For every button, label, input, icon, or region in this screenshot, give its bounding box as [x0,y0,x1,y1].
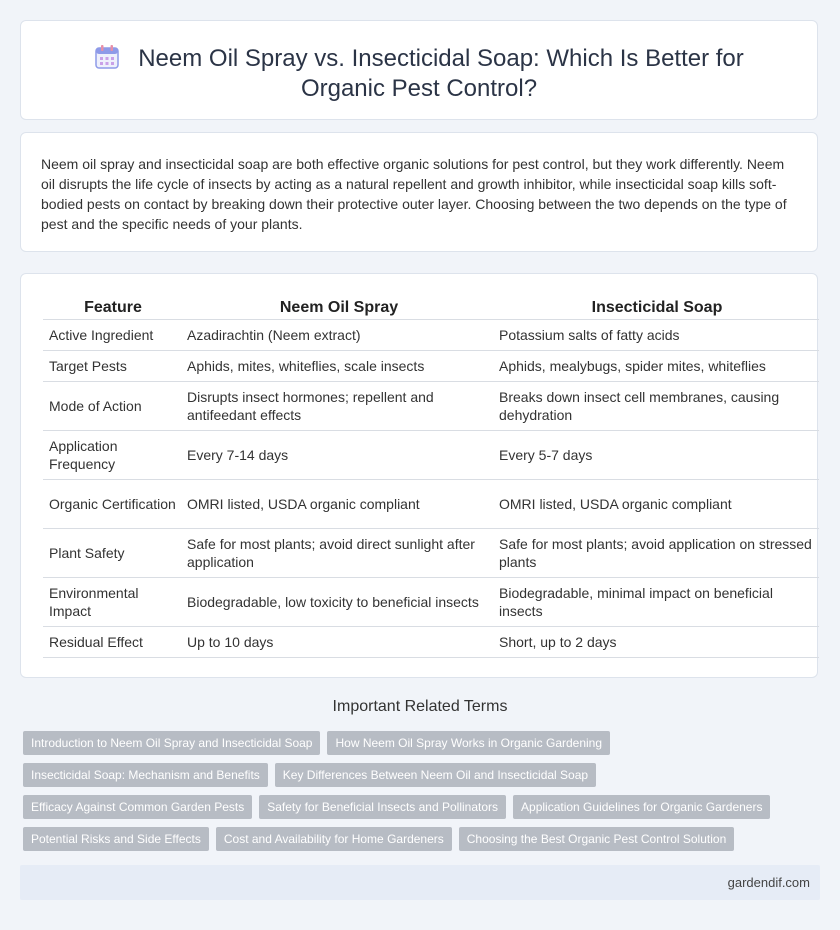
neem-cell: Aphids, mites, whiteflies, scale insects [183,351,495,382]
related-term-tag[interactable]: Safety for Beneficial Insects and Pollinators [259,795,506,819]
title-card [20,20,818,120]
neem-cell: Biodegradable, low toxicity to beneficial insects [183,578,495,627]
related-term-tag[interactable]: Key Differences Between Neem Oil and Insecticidal Soap [275,763,596,787]
table-row [43,480,819,529]
intro-card [20,132,818,252]
table-header-row [43,296,819,320]
soap-cell: Aphids, mealybugs, spider mites, whiteflies [495,351,819,382]
comparison-table [43,296,819,658]
header-feature: Feature [43,296,183,320]
feature-cell: Application Frequency [43,431,183,480]
table-row [43,529,819,578]
neem-cell: Azadirachtin (Neem extract) [183,320,495,351]
related-term-tag[interactable]: Insecticidal Soap: Mechanism and Benefits [23,763,268,787]
header-neem: Neem Oil Spray [183,296,495,320]
feature-cell: Mode of Action [43,382,183,431]
feature-cell: Organic Certification [43,480,183,529]
feature-cell: Residual Effect [43,627,183,658]
table-row [43,431,819,480]
table-row [43,578,819,627]
related-term-tag[interactable]: Cost and Availability for Home Gardeners [216,827,452,851]
header-soap: Insecticidal Soap [495,296,819,320]
comparison-card [20,273,818,678]
related-term-tag[interactable]: How Neem Oil Spray Works in Organic Gardening [327,731,610,755]
neem-cell: Safe for most plants; avoid direct sunlight after application [183,529,495,578]
feature-cell: Plant Safety [43,529,183,578]
related-term-tag[interactable]: Choosing the Best Organic Pest Control Solution [459,827,734,851]
related-term-tag[interactable]: Efficacy Against Common Garden Pests [23,795,252,819]
neem-cell: OMRI listed, USDA organic compliant [183,480,495,529]
neem-cell: Every 7-14 days [183,431,495,480]
table-row [43,351,819,382]
page-title: Neem Oil Spray vs. Insecticidal Soap: Which Is Better for Organic Pest Control? [138,45,744,102]
feature-cell: Active Ingredient [43,320,183,351]
feature-cell: Target Pests [43,351,183,382]
related-term-tag[interactable]: Potential Risks and Side Effects [23,827,209,851]
related-terms-heading: Important Related Terms [332,698,508,715]
table-row [43,627,819,658]
intro-paragraph: Neem oil spray and insecticidal soap are both effective organic solutions for pest control, but they work differently. Neem oil disrupts the life cycle of insects by acting as a natural repellent and growth inhibitor, while insecticidal soap kills soft-bodied pests on contact by breaking down their protective outer layer. Choosing between the two depends on the type of pest and the specific needs of your plants. [41,156,787,232]
footer-site-link[interactable]: gardendif.com [727,875,810,890]
related-term-tag[interactable]: Introduction to Neem Oil Spray and Insecticidal Soap [23,731,320,755]
related-term-tag[interactable]: Application Guidelines for Organic Gardeners [513,795,770,819]
related-terms-tags [23,731,813,859]
soap-cell: Potassium salts of fatty acids [495,320,819,351]
table-row [43,320,819,351]
soap-cell: Safe for most plants; avoid application on stressed plants [495,529,819,578]
soap-cell: Breaks down insect cell membranes, causing dehydration [495,382,819,431]
table-row [43,382,819,431]
soap-cell: Biodegradable, minimal impact on beneficial insects [495,578,819,627]
soap-cell: OMRI listed, USDA organic compliant [495,480,819,529]
feature-cell: Environmental Impact [43,578,183,627]
calendar-icon [94,44,120,70]
page-title-container [51,44,787,104]
neem-cell: Up to 10 days [183,627,495,658]
footer [20,865,820,900]
neem-cell: Disrupts insect hormones; repellent and antifeedant effects [183,382,495,431]
soap-cell: Short, up to 2 days [495,627,819,658]
soap-cell: Every 5-7 days [495,431,819,480]
